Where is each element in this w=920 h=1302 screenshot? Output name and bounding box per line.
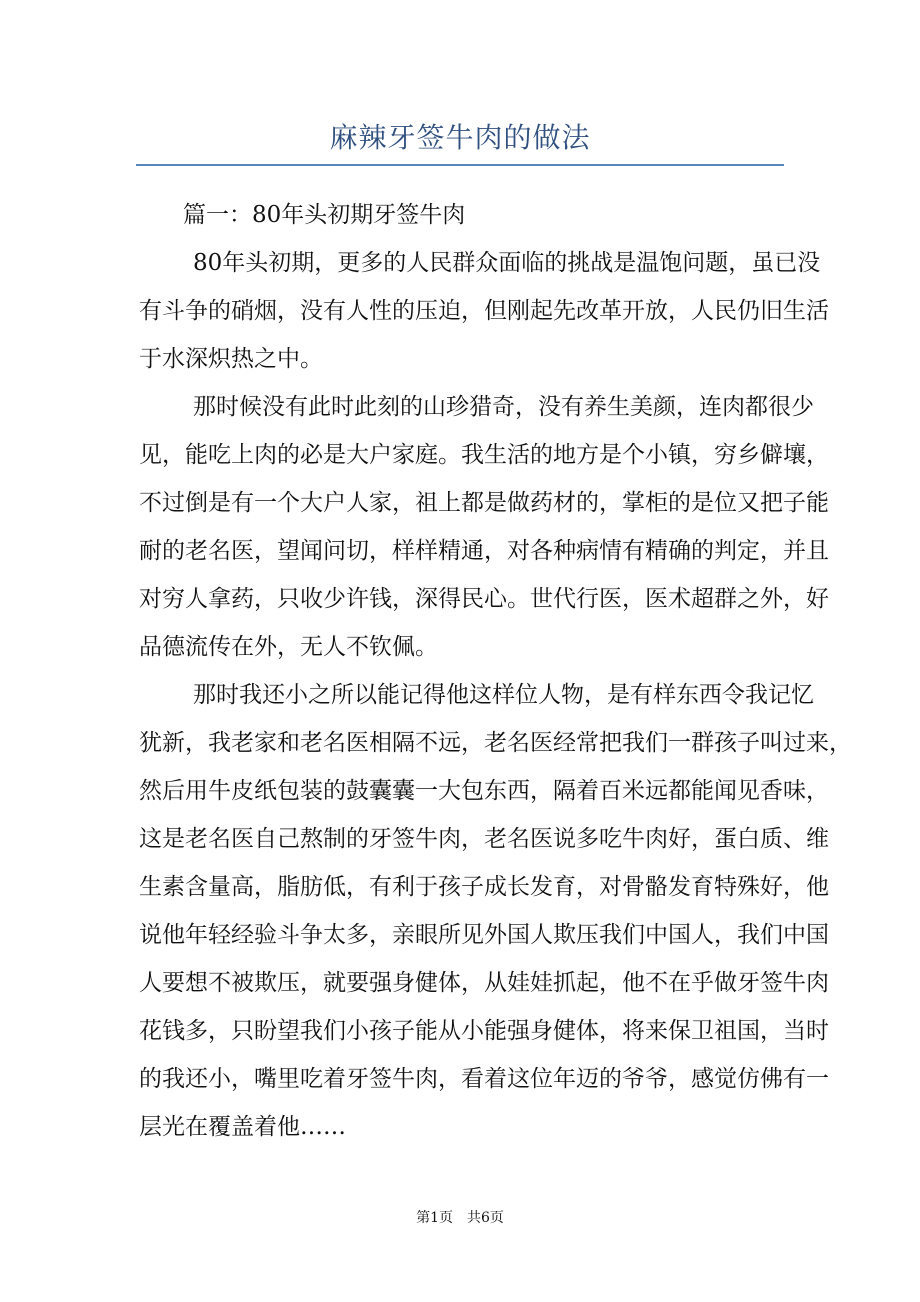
paragraph-line: 那时候没有此时此刻的山珍猎奇，没有养生美颜，连肉都很少	[193, 394, 814, 420]
paragraph-line: 人要想不被欺压，就要强身健体，从娃娃抓起，他不在乎做牙签牛肉	[139, 970, 829, 996]
paragraph-line: 见，能吃上肉的必是大户家庭。我生活的地方是个小镇，穷乡僻壤，	[139, 442, 829, 468]
paragraph-line: 这是老名医自己熬制的牙签牛肉，老名医说多吃牛肉好，蛋白质、维	[139, 826, 829, 852]
paragraph-line: 对穷人拿药，只收少许钱，深得民心。世代行医，医术超群之外，好	[139, 586, 829, 612]
document-title: 麻辣牙签牛肉的做法	[329, 121, 591, 154]
paragraph-line: 花钱多，只盼望我们小孩子能从小能强身健体，将来保卫祖国，当时	[139, 1018, 829, 1044]
title-divider	[136, 164, 784, 166]
paragraph	[139, 244, 829, 388]
paragraphs	[139, 244, 852, 1156]
paragraph-line: 说他年轻经验斗争太多，亲眼所见外国人欺压我们中国人，我们中国	[139, 922, 829, 948]
paragraph-line: 耐的老名医，望闻问切，样样精通，对各种病情有精确的判定，并且	[139, 538, 829, 564]
paragraph-line: 层光在覆盖着他……	[139, 1114, 346, 1140]
page-footer: 第1页 共6页	[416, 1210, 504, 1226]
paragraph-line: 80年头初期，更多的人民群众面临的挑战是温饱问题，虽已没	[193, 250, 821, 276]
paragraph	[139, 388, 829, 676]
paragraph-line: 生素含量高，脂肪低，有利于孩子成长发育，对骨骼发育特殊好，他	[139, 874, 829, 900]
paragraph-line: 那时我还小之所以能记得他这样位人物，是有样东西令我记忆	[193, 682, 814, 708]
paragraph-line: 犹新，我老家和老名医相隔不远，老名医经常把我们一群孩子叫过来，	[139, 730, 852, 756]
paragraph-line: 品德流传在外，无人不钦佩。	[139, 634, 438, 660]
paragraph-line: 于水深炽热之中。	[139, 346, 323, 372]
paragraph-line: 有斗争的硝烟，没有人性的压迫，但刚起先改革开放，人民仍旧生活	[139, 298, 829, 324]
paragraph-line: 的我还小，嘴里吃着牙签牛肉，看着这位年迈的爷爷，感觉仿佛有一	[139, 1066, 829, 1092]
document-body	[139, 196, 852, 1156]
paragraph	[139, 676, 852, 1156]
section-heading: 篇一：80年头初期牙签牛肉	[183, 202, 466, 228]
paragraph-line: 不过倒是有一个大户人家，祖上都是做药材的，掌柜的是位又把子能	[139, 490, 829, 516]
paragraph-line: 然后用牛皮纸包装的鼓囊囊一大包东西，隔着百米远都能闻见香味，	[139, 778, 829, 804]
